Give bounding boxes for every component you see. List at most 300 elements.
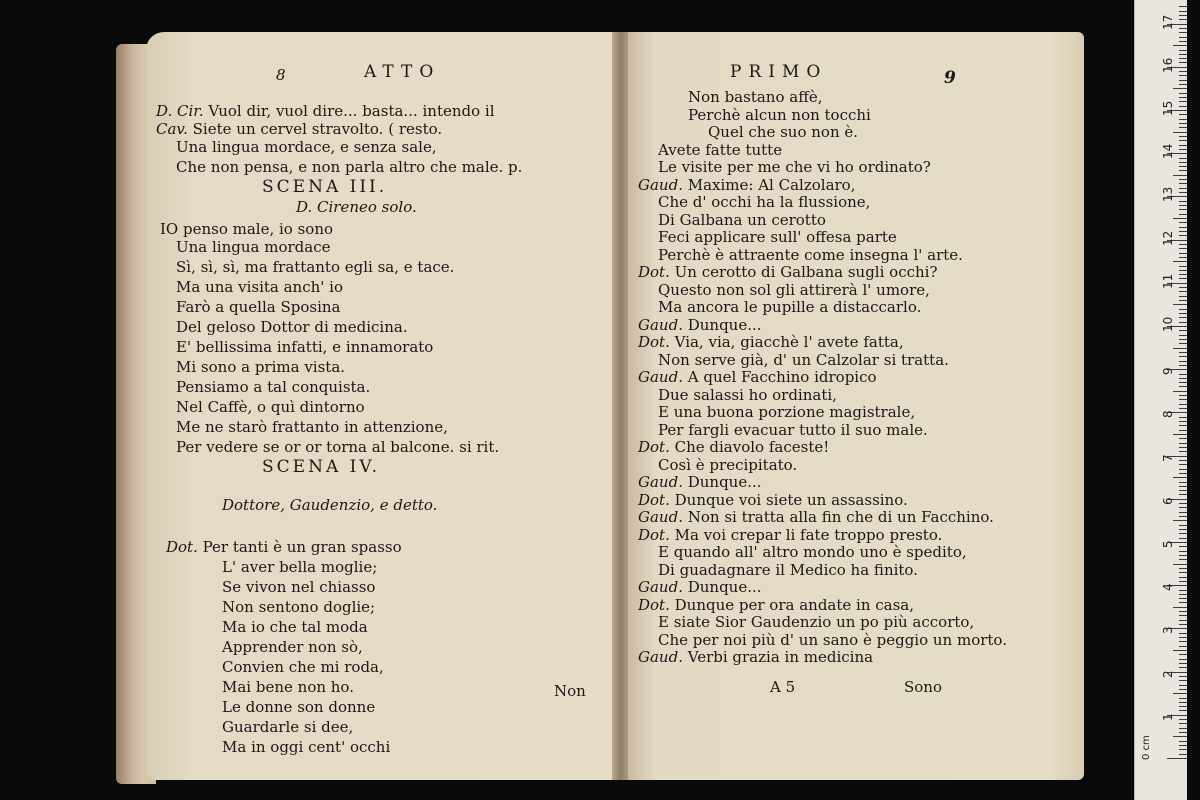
ruler-tick [1179, 32, 1187, 33]
left-page-number: 8 [276, 66, 286, 84]
ruler-tick [1179, 378, 1187, 379]
line-text: Guardarle si dee, [222, 718, 354, 736]
ruler-tick [1179, 231, 1187, 232]
text-line [296, 198, 417, 216]
text-line [658, 386, 837, 404]
text-line [176, 378, 370, 396]
ruler-tick [1179, 188, 1187, 189]
line-text: Per vedere se or or torna al balcone. si rit. [176, 438, 500, 456]
ruler-cm-label: 11 [1161, 273, 1175, 289]
text-line [176, 278, 343, 296]
ruler-tick [1179, 598, 1187, 599]
ruler-cm-label: 12 [1161, 230, 1175, 246]
speaker-name: Gaud. [638, 648, 683, 666]
ruler-cm-label: 15 [1161, 100, 1175, 116]
ruler-tick [1179, 417, 1187, 418]
ruler-tick [1179, 183, 1187, 184]
ruler-tick [1179, 201, 1187, 202]
line-text: Mi sono a prima vista. [176, 358, 346, 376]
ruler-tick [1173, 477, 1187, 478]
ruler-tick [1179, 244, 1187, 245]
signature-mark: A 5 [770, 678, 796, 696]
line-text: Una lingua mordace, e senza sale, [176, 138, 437, 156]
ruler-tick [1179, 438, 1187, 439]
ruler-tick [1179, 395, 1187, 396]
ruler-tick [1179, 633, 1187, 634]
text-line [658, 246, 963, 264]
right-page [628, 32, 1084, 780]
ruler-tick [1179, 145, 1187, 146]
text-line [638, 368, 877, 386]
line-text: Le visite per me che vi ho ordinato? [658, 158, 931, 176]
ruler-tick [1179, 507, 1187, 508]
text-line [176, 258, 454, 276]
text-line [262, 458, 380, 476]
line-text: Ma una visita anch' io [176, 278, 343, 296]
ruler-tick [1173, 132, 1187, 133]
line-text: Perchè alcun non tocchi [688, 105, 871, 124]
text-line [222, 578, 375, 596]
ruler-tick [1179, 253, 1187, 254]
ruler-tick [1173, 693, 1187, 694]
ruler-tick [1179, 11, 1187, 12]
speaker-name: Dot. [638, 438, 670, 456]
measuring-ruler [1134, 0, 1187, 800]
text-line [262, 178, 387, 196]
line-text: A quel Facchino idropico [682, 368, 877, 386]
ruler-tick [1179, 516, 1187, 517]
speaker-name: Gaud. [638, 315, 683, 334]
text-line [658, 403, 915, 421]
ruler-tick [1179, 317, 1187, 318]
text-line [176, 238, 331, 256]
ruler-tick [1179, 702, 1187, 703]
ruler-tick [1173, 45, 1187, 46]
line-text: E quando all' altro mondo uno è spedito, [658, 543, 967, 561]
line-text: Siete un cervel stravolto. ( resto. [187, 120, 443, 138]
ruler-tick [1179, 719, 1187, 720]
line-text: Mai bene non ho. [222, 678, 354, 696]
line-text: Dunque... [682, 315, 762, 334]
line-text: SCENA IV. [262, 457, 381, 477]
text-line [658, 141, 782, 159]
text-line [658, 158, 931, 176]
ruler-tick [1179, 335, 1187, 336]
ruler-cm-label: 17 [1161, 14, 1175, 30]
line-text: Se vivon nel chiasso [222, 578, 376, 596]
ruler-tick [1179, 546, 1187, 547]
ruler-cm-label: 3 [1161, 626, 1175, 635]
ruler-tick [1179, 404, 1187, 405]
ruler-tick [1179, 28, 1187, 29]
ruler-tick [1179, 430, 1187, 431]
ruler-tick [1179, 209, 1187, 210]
ruler-tick [1179, 170, 1187, 171]
ruler-tick [1179, 106, 1187, 107]
line-text: Sì, sì, sì, ma frattanto egli sa, e tace. [176, 258, 455, 276]
ruler-tick [1179, 749, 1187, 750]
ruler-tick [1179, 361, 1187, 362]
ruler-cm-label: 13 [1161, 187, 1175, 203]
ruler-tick [1179, 408, 1187, 409]
text-line [658, 613, 974, 631]
left-catchword: Non [554, 682, 586, 700]
line-text: IO penso male, io sono [160, 220, 334, 238]
ruler-tick [1179, 270, 1187, 271]
text-line [222, 718, 353, 736]
ruler-tick [1179, 464, 1187, 465]
line-text: Avete fatte tutte [658, 140, 783, 159]
line-text: Non bastano affè, [688, 88, 823, 106]
line-text: L' aver bella moglie; [222, 558, 378, 576]
ruler-tick [1179, 659, 1187, 660]
ruler-tick [1173, 304, 1187, 305]
line-text: Non si tratta alla fin che di un Facchino. [682, 508, 994, 526]
text-line [638, 578, 762, 596]
text-line [658, 561, 918, 579]
text-line [638, 526, 942, 544]
ruler-tick [1179, 602, 1187, 603]
ruler-tick [1179, 676, 1187, 677]
ruler-tick [1179, 577, 1187, 578]
text-line [176, 438, 499, 456]
text-line [222, 638, 363, 656]
ruler-tick [1179, 214, 1187, 215]
ruler-tick [1173, 520, 1187, 521]
text-line [176, 338, 433, 356]
text-line [222, 678, 354, 696]
line-text: Me ne starò frattanto in attenzione, [176, 418, 448, 436]
ruler-cm-label: 2 [1161, 669, 1175, 678]
ruler-tick [1179, 469, 1187, 470]
ruler-tick [1179, 19, 1187, 20]
ruler-tick [1179, 266, 1187, 267]
ruler-tick [1179, 114, 1187, 115]
ruler-tick [1179, 179, 1187, 180]
ruler-tick [1173, 391, 1187, 392]
ruler-tick [1179, 494, 1187, 495]
ruler-tick [1179, 149, 1187, 150]
ruler-tick [1179, 313, 1187, 314]
ruler-cm-label: 16 [1161, 57, 1175, 73]
line-text: Non serve già, d' un Calzolar si tratta. [658, 350, 949, 369]
speaker-name: Dot. [166, 538, 198, 556]
ruler-tick [1179, 451, 1187, 452]
ruler-tick [1173, 434, 1187, 435]
ruler-tick [1179, 140, 1187, 141]
line-text: Un cerotto di Galbana sugli occhi? [669, 263, 938, 281]
ruler-tick [1179, 296, 1187, 297]
ruler-tick [1173, 607, 1187, 608]
right-running-header: PRIMO [730, 62, 828, 82]
text-line [160, 220, 333, 238]
speaker-name: D. Cir. [156, 102, 204, 120]
ruler-tick [1179, 685, 1187, 686]
ruler-tick [1179, 257, 1187, 258]
line-text: Ma in oggi cent' occhi [222, 738, 391, 756]
line-text: Non sentono doglie; [222, 598, 376, 616]
speaker-name: Dot. [638, 333, 670, 351]
ruler-cm-label: 14 [1161, 143, 1175, 160]
line-text: Quel che suo non è. [708, 123, 859, 141]
ruler-tick [1179, 382, 1187, 383]
ruler-tick [1179, 158, 1187, 159]
text-line [658, 193, 870, 211]
ruler-tick [1179, 248, 1187, 249]
line-text: Farò a quella Sposina [176, 298, 341, 316]
ruler-tick [1179, 101, 1187, 102]
ruler-tick [1179, 680, 1187, 681]
speaker-name: Gaud. [638, 175, 683, 194]
speaker-name: Gaud. [638, 508, 683, 526]
text-line [222, 658, 384, 676]
ruler-tick [1179, 278, 1187, 279]
ruler-tick [1179, 754, 1187, 755]
text-line [638, 648, 873, 666]
speaker-name: Gaud. [638, 473, 683, 491]
ruler-tick [1179, 611, 1187, 612]
line-text: Ma io che tal moda [222, 618, 368, 636]
ruler-tick [1179, 723, 1187, 724]
text-line [166, 538, 402, 556]
ruler-tick [1179, 62, 1187, 63]
ruler-tick [1179, 421, 1187, 422]
ruler-tick [1179, 533, 1187, 534]
line-text: Dunque per ora andate in casa, [669, 595, 915, 614]
text-line [222, 558, 377, 576]
ruler-tick [1179, 6, 1187, 7]
ruler-tick [1179, 663, 1187, 664]
line-text: Convien che mi roda, [222, 658, 384, 676]
line-text: Ma voi crepar li fate troppo presto. [669, 525, 943, 544]
ruler-tick [1179, 710, 1187, 711]
line-text: Nel Caffè, o quì dintorno [176, 398, 365, 416]
ruler-tick [1179, 123, 1187, 124]
ruler-tick [1179, 745, 1187, 746]
ruler-tick [1179, 162, 1187, 163]
text-line [708, 123, 858, 141]
ruler-tick [1179, 84, 1187, 85]
ruler-tick [1173, 736, 1187, 737]
ruler-tick [1173, 564, 1187, 565]
speaker-name: Dot. [638, 263, 670, 281]
text-line [222, 698, 375, 716]
text-line [176, 298, 340, 316]
ruler-cm-label: 8 [1161, 410, 1175, 419]
line-text: Apprender non sò, [222, 638, 363, 656]
ruler-cm-label: 9 [1161, 367, 1175, 376]
ruler-cm-label: 10 [1161, 316, 1175, 332]
ruler-cm-label: 7 [1161, 453, 1175, 462]
ruler-tick [1179, 330, 1187, 331]
ruler-tick [1179, 386, 1187, 387]
text-line [658, 631, 1007, 649]
ruler-tick [1179, 503, 1187, 504]
ruler-tick [1179, 482, 1187, 483]
text-line [638, 316, 762, 334]
ruler-tick [1179, 309, 1187, 310]
ruler-tick [1179, 235, 1187, 236]
ruler-tick [1179, 443, 1187, 444]
text-line [658, 211, 826, 229]
text-line [176, 418, 448, 436]
text-line [638, 438, 829, 456]
ruler-tick [1179, 512, 1187, 513]
ruler-tick [1179, 732, 1187, 733]
ruler-tick [1179, 322, 1187, 323]
line-text: Per fargli evacuar tutto il suo male. [658, 420, 928, 439]
ruler-tick [1179, 641, 1187, 642]
text-line [688, 88, 823, 106]
line-text: Che d' occhi ha la flussione, [658, 193, 871, 211]
line-text: Che non pensa, e non parla altro che male. p. [176, 158, 523, 176]
line-text: Via, via, giacchè l' avete fatta, [669, 333, 904, 351]
right-catchword: Sono [904, 678, 942, 696]
ruler-tick [1179, 555, 1187, 556]
line-text: Feci applicare sull' offesa parte [658, 228, 897, 246]
ruler-tick [1179, 274, 1187, 275]
ruler-tick [1179, 525, 1187, 526]
ruler-tick [1179, 615, 1187, 616]
ruler-tick [1173, 218, 1187, 219]
line-text: Dunque voi siete un assassino. [669, 490, 908, 509]
ruler-tick [1179, 590, 1187, 591]
ruler-tick [1179, 71, 1187, 72]
text-line [658, 351, 949, 369]
ruler-tick [1179, 93, 1187, 94]
speaker-name: Dot. [638, 490, 670, 509]
text-line [222, 738, 390, 756]
line-text: Che per noi più d' un sano è peggio un morto. [658, 630, 1007, 649]
ruler-tick [1179, 728, 1187, 729]
text-line [222, 496, 437, 514]
ruler-tick [1179, 222, 1187, 223]
ruler-tick [1179, 192, 1187, 193]
text-line [176, 158, 522, 176]
ruler-cm-label: 1 [1161, 713, 1175, 721]
line-text: Ma ancora le pupille a distaccarlo. [658, 298, 922, 316]
ruler-tick [1179, 119, 1187, 120]
text-line [638, 176, 855, 194]
text-line [156, 102, 495, 120]
ruler-tick [1173, 175, 1187, 176]
ruler-tick [1179, 551, 1187, 552]
text-line [176, 398, 365, 416]
line-text: Dottore, Gaudenzio, e detto. [222, 496, 438, 514]
right-page-number: 9 [944, 68, 956, 88]
line-text: E' bellissima infatti, e innamorato [176, 338, 434, 356]
ruler-tick [1179, 356, 1187, 357]
text-line [658, 228, 897, 246]
text-line [638, 491, 908, 509]
ruler-tick [1179, 637, 1187, 638]
line-text: Pensiamo a tal conquista. [176, 378, 371, 396]
line-text: Di Galbana un cerotto [658, 210, 826, 229]
ruler-tick [1179, 339, 1187, 340]
ruler-tick [1179, 291, 1187, 292]
ruler-unit-label: 0 cm [1141, 735, 1152, 760]
ruler-tick [1179, 127, 1187, 128]
ruler-tick [1179, 559, 1187, 560]
speaker-name: Gaud. [638, 578, 683, 596]
ruler-tick [1179, 620, 1187, 621]
ruler-tick [1179, 15, 1187, 16]
ruler-tick [1179, 594, 1187, 595]
speaker-name: Dot. [638, 595, 670, 614]
ruler-tick [1179, 58, 1187, 59]
ruler-tick [1173, 261, 1187, 262]
line-text: Che diavolo faceste! [669, 438, 830, 456]
line-text: E una buona porzione magistrale, [658, 403, 916, 421]
line-text: Vuol dir, vuol dire... basta... intendo il [203, 102, 495, 120]
text-line [222, 598, 375, 616]
ruler-tick [1179, 654, 1187, 655]
ruler-tick [1179, 689, 1187, 690]
speaker-name: Dot. [638, 525, 670, 544]
text-line [176, 358, 345, 376]
ruler-tick [1179, 538, 1187, 539]
text-line [176, 138, 437, 156]
text-line [658, 543, 967, 561]
ruler-tick [1179, 646, 1187, 647]
ruler-tick [1179, 667, 1187, 668]
line-text: Per tanti è un gran spasso [197, 538, 402, 556]
ruler-tick [1179, 54, 1187, 55]
ruler-tick [1179, 399, 1187, 400]
ruler-tick [1179, 473, 1187, 474]
line-text: E siate Sior Gaudenzio un po più accorto, [658, 613, 975, 631]
line-text: Del geloso Dottor di medicina. [176, 318, 408, 336]
text-line [658, 456, 797, 474]
ruler-tick [1179, 97, 1187, 98]
ruler-tick [1179, 460, 1187, 461]
ruler-tick [1179, 486, 1187, 487]
ruler-tick [1179, 50, 1187, 51]
ruler-tick [1179, 41, 1187, 42]
ruler-tick [1179, 205, 1187, 206]
ruler-tick [1179, 490, 1187, 491]
ruler-tick [1173, 650, 1187, 651]
ruler-tick [1179, 365, 1187, 366]
text-line [658, 421, 928, 439]
ruler-tick [1179, 287, 1187, 288]
line-text: Maxime: Al Calzolaro, [682, 175, 856, 194]
line-text: Verbi grazia in medicina [682, 648, 874, 666]
text-line [658, 281, 930, 299]
ruler-cm-label: 6 [1161, 497, 1175, 505]
ruler-tick [1179, 447, 1187, 448]
ruler-cm-label: 5 [1161, 540, 1175, 548]
ruler-tick [1179, 706, 1187, 707]
text-line [638, 263, 938, 281]
ruler-tick [1179, 374, 1187, 375]
ruler-tick [1179, 425, 1187, 426]
ruler-tick [1179, 343, 1187, 344]
ruler-cm-label: 4 [1161, 583, 1175, 592]
text-line [176, 318, 408, 336]
line-text: Dunque... [682, 578, 762, 596]
ruler-tick [1179, 568, 1187, 569]
ruler-tick [1179, 80, 1187, 81]
ruler-tick [1167, 758, 1187, 759]
ruler-tick [1179, 572, 1187, 573]
ruler-tick [1179, 741, 1187, 742]
line-text: SCENA III. [262, 177, 388, 197]
open-book [112, 14, 1082, 784]
line-text: Perchè è attraente come insegna l' arte. [658, 245, 963, 264]
line-text: Di guadagnare il Medico ha finito. [658, 560, 918, 579]
ruler-tick [1179, 581, 1187, 582]
